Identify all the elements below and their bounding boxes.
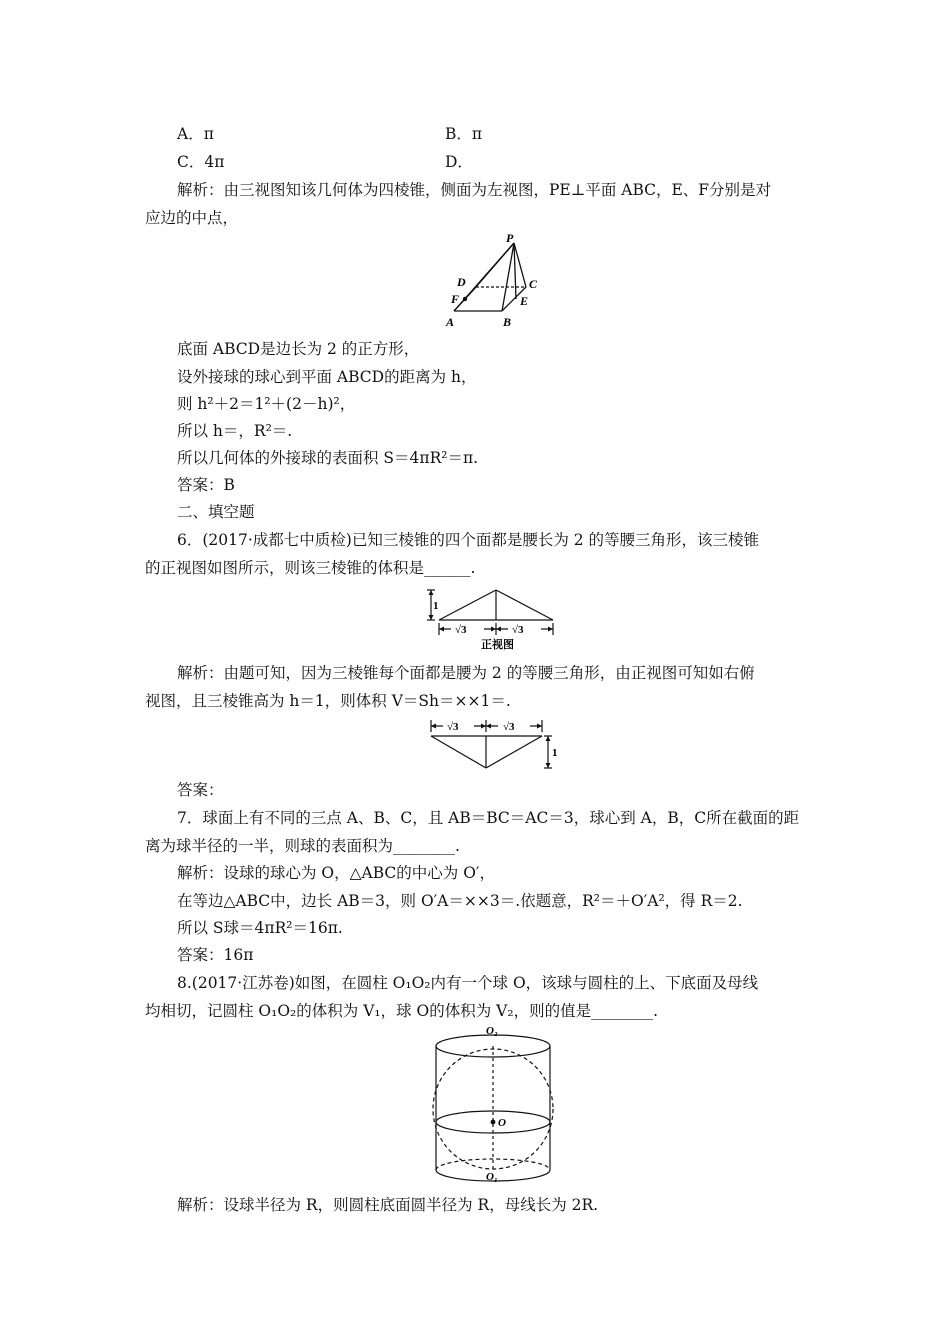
q8-text-line-2: 均相切，记圆柱 O₁O₂的体积为 V₁，球 O的体积为 V₂，则的值是________. xyxy=(145,1002,659,1020)
q7-analysis-line-3: 所以 S球＝4πR²＝16π. xyxy=(177,919,343,937)
option-c: C．4π xyxy=(177,153,225,171)
q5-analysis-line-1: 解析：由三视图知该几何体为四棱锥，侧面为左视图，PE⊥平面 ABC，E、F分别是对 xyxy=(177,181,772,199)
cylinder-sphere-figure xyxy=(420,1024,570,1186)
q7-analysis-line-2: 在等边△ABC中，边长 AB＝3，则 O′A＝××3＝.依题意，R²＝＋O′A²，得 R＝2. xyxy=(177,892,743,910)
fig1-right-label: √3 xyxy=(512,624,524,636)
front-view-figure xyxy=(425,584,565,654)
center-o-dot xyxy=(491,1120,496,1125)
q5-center-line: 设外接球的球心到平面 ABCD的距离为 h， xyxy=(177,368,477,386)
q6-text-line-1: 6．(2017·成都七中质检)已知三棱锥的四个面都是腰长为 2 的等腰三角形，该三棱锥 xyxy=(177,531,760,549)
label-d: D xyxy=(457,275,466,289)
q6-analysis-line-2: 视图，且三棱锥高为 h＝1，则体积 V＝Sh＝××1＝. xyxy=(145,692,511,710)
q8-analysis-line-1: 解析：设球半径为 R，则圆柱底面圆半径为 R，母线长为 2R. xyxy=(177,1196,599,1214)
option-b: B．π xyxy=(445,125,483,143)
q5-area-line: 所以几何体的外接球的表面积 S＝4πR²＝π. xyxy=(177,449,479,467)
fig1-caption: 正视图 xyxy=(481,639,514,651)
q6-analysis-line-1: 解析：由题可知，因为三棱锥每个面都是腰为 2 的等腰三角形，由正视图可知如右俯 xyxy=(177,664,755,682)
section-title: 二、填空题 xyxy=(177,503,255,521)
q5-equation-line: 则 h²＋2＝1²＋(2－h)²， xyxy=(177,395,356,413)
top-view-figure xyxy=(425,716,565,774)
label-c: C xyxy=(529,277,538,291)
q7-text-line-2: 离为球半径的一半，则球的表面积为________. xyxy=(145,837,460,855)
label-a: A xyxy=(446,315,455,329)
fig2-right-label: √3 xyxy=(503,721,515,733)
point-f-dot xyxy=(463,297,467,301)
q5-analysis-line-2: 应边的中点， xyxy=(145,209,239,227)
q6-text-line-2: 的正视图如图所示，则该三棱锥的体积是______. xyxy=(145,559,476,577)
q6-answer: 答案： xyxy=(177,781,224,799)
q7-analysis-line-1: 解析：设球的球心为 O，△ABC的中心为 O′， xyxy=(177,864,495,882)
pyramid-figure xyxy=(440,230,550,332)
fig2-height-label: 1 xyxy=(552,747,558,759)
label-e: E xyxy=(520,294,529,308)
fig1-height-label: 1 xyxy=(433,600,439,612)
q5-answer: 答案：B xyxy=(177,476,235,494)
label-o: O xyxy=(498,1117,506,1129)
q8-text-line-1: 8.(2017·江苏卷)如图，在圆柱 O₁O₂内有一个球 O，该球与圆柱的上、下底面及母线 xyxy=(177,974,759,992)
label-b: B xyxy=(503,315,512,329)
q7-text-line-1: 7．球面上有不同的三点 A、B、C，且 AB＝BC＝AC＝3，球心到 A，B，C所在截面的距 xyxy=(177,809,800,827)
q5-h-line: 所以 h＝，R²＝. xyxy=(177,422,293,440)
fig1-left-label: √3 xyxy=(455,624,467,636)
label-p: P xyxy=(506,231,514,245)
label-o1: O₁ xyxy=(486,1171,498,1183)
fig2-left-label: √3 xyxy=(447,721,459,733)
label-f: F xyxy=(451,292,460,306)
option-a: A．π xyxy=(177,125,214,143)
q7-answer: 答案：16π xyxy=(177,946,254,964)
q5-base-line: 底面 ABCD是边长为 2 的正方形， xyxy=(177,340,420,358)
option-d: D． xyxy=(445,153,473,171)
label-o2: O₂ xyxy=(486,1025,498,1037)
